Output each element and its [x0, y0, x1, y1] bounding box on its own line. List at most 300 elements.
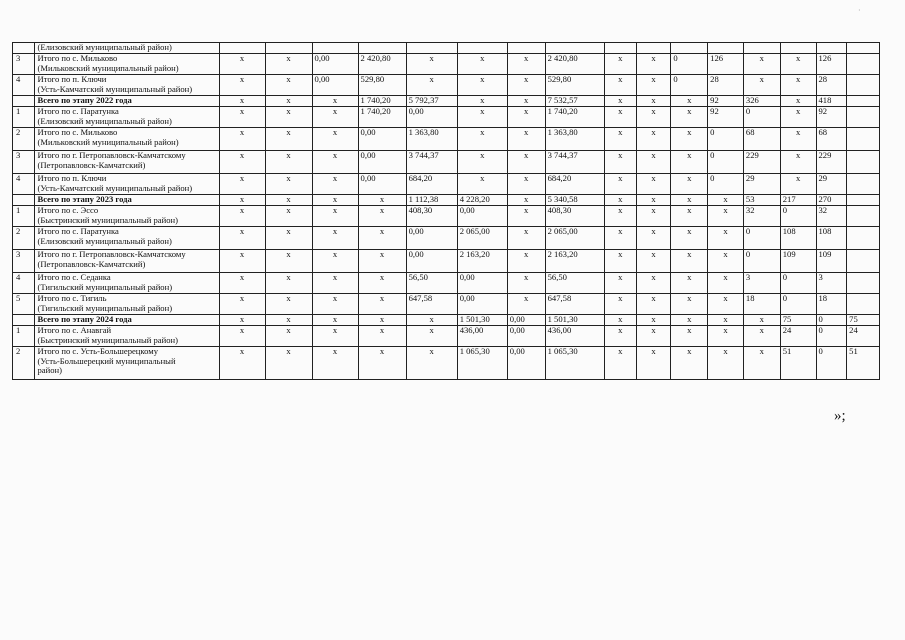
value-cell: х — [604, 326, 636, 347]
name-line: Итого по г. Петропавловск-Камчатскому — [37, 249, 186, 259]
value-cell: х — [507, 195, 545, 206]
value-cell: х — [636, 273, 671, 294]
value-cell: 51 — [780, 347, 816, 380]
value-cell: 0,00 — [312, 75, 358, 96]
value-cell: 0,00 — [457, 294, 507, 315]
value-cell: 0 — [671, 54, 708, 75]
table-row — [13, 174, 880, 195]
value-cell: х — [219, 128, 265, 151]
row-number — [13, 315, 35, 326]
value-cell: 2 065,00 — [545, 227, 604, 250]
value-cell: х — [457, 107, 507, 128]
value-cell: х — [636, 96, 671, 107]
value-cell: х — [636, 315, 671, 326]
name-line: Итого по с. Тигиль — [37, 293, 107, 303]
value-cell: 0 — [708, 174, 744, 195]
value-cell: х — [457, 174, 507, 195]
value-cell: х — [219, 347, 265, 380]
value-cell — [358, 43, 406, 54]
value-cell — [604, 43, 636, 54]
value-cell: 0 — [743, 107, 780, 128]
row-number: 4 — [13, 174, 35, 195]
value-cell: х — [265, 151, 312, 174]
value-cell: х — [780, 75, 816, 96]
value-cell: х — [406, 347, 457, 380]
value-cell: 29 — [816, 174, 847, 195]
value-cell: х — [358, 206, 406, 227]
table-row — [13, 227, 880, 250]
value-cell: х — [671, 326, 708, 347]
district-line: (Петропавловск-Камчатский) — [37, 159, 146, 170]
value-cell: х — [265, 174, 312, 195]
value-cell: х — [358, 315, 406, 326]
value-cell: 0,00 — [358, 151, 406, 174]
value-cell: 109 — [816, 250, 847, 273]
district-line: (Быстринский муниципальный район) — [37, 334, 178, 345]
value-cell: х — [265, 195, 312, 206]
value-cell: 0,00 — [457, 206, 507, 227]
table-row — [13, 347, 880, 380]
value-cell: 108 — [816, 227, 847, 250]
value-cell: 684,20 — [545, 174, 604, 195]
row-number: 1 — [13, 107, 35, 128]
table-row — [13, 151, 880, 174]
value-cell: х — [636, 75, 671, 96]
value-cell: 7 532,57 — [545, 96, 604, 107]
value-cell — [219, 43, 265, 54]
value-cell: 1 363,80 — [545, 128, 604, 151]
settlement-name — [35, 128, 219, 151]
value-cell: х — [636, 174, 671, 195]
value-cell: 108 — [780, 227, 816, 250]
row-number: 2 — [13, 347, 35, 380]
value-cell: х — [636, 227, 671, 250]
value-cell: х — [636, 54, 671, 75]
value-cell — [847, 128, 880, 151]
district-line: (Быстринский муниципальный район) — [37, 214, 178, 225]
district-line: (Елизовский муниципальный район) — [37, 235, 172, 246]
settlement-name — [35, 326, 219, 347]
value-cell — [847, 206, 880, 227]
value-cell: 3 — [816, 273, 847, 294]
value-cell: х — [312, 128, 358, 151]
value-cell: х — [312, 96, 358, 107]
settlement-name — [35, 227, 219, 250]
value-cell: х — [312, 294, 358, 315]
table-row — [13, 294, 880, 315]
district-line: (Мильковский муниципальный район) — [37, 136, 179, 147]
value-cell: 684,20 — [406, 174, 457, 195]
value-cell: 0 — [708, 151, 744, 174]
value-cell: х — [312, 347, 358, 380]
district-line: (Петропавловск-Камчатский) — [37, 258, 146, 269]
row-number: 5 — [13, 294, 35, 315]
value-cell: 647,58 — [545, 294, 604, 315]
value-cell: 1 501,30 — [457, 315, 507, 326]
value-cell: 2 163,20 — [457, 250, 507, 273]
table-total-row — [13, 195, 880, 206]
value-cell — [847, 151, 880, 174]
row-number: 3 — [13, 54, 35, 75]
value-cell: 75 — [847, 315, 880, 326]
name-line: Всего по этапу 2023 года — [37, 194, 132, 204]
table-row — [13, 206, 880, 227]
value-cell: 32 — [816, 206, 847, 227]
value-cell: х — [708, 347, 744, 380]
row-number: 1 — [13, 326, 35, 347]
value-cell: х — [671, 206, 708, 227]
value-cell: х — [312, 151, 358, 174]
value-cell: 270 — [816, 195, 847, 206]
settlement-name — [35, 43, 219, 54]
value-cell: х — [671, 174, 708, 195]
value-cell: х — [743, 315, 780, 326]
value-cell: х — [507, 75, 545, 96]
table-row — [13, 54, 880, 75]
value-cell: х — [507, 250, 545, 273]
name-line: Итого по п. Ключи — [37, 74, 107, 84]
value-cell: х — [671, 250, 708, 273]
name-line: Всего по этапу 2024 года — [37, 314, 132, 324]
table-row — [13, 250, 880, 273]
value-cell — [708, 43, 744, 54]
closing-quote-mark: »; — [834, 408, 846, 424]
value-cell: х — [604, 174, 636, 195]
settlement-name — [35, 107, 219, 128]
value-cell: х — [219, 96, 265, 107]
value-cell: х — [604, 206, 636, 227]
value-cell: х — [406, 75, 457, 96]
value-cell: х — [507, 174, 545, 195]
value-cell: 0 — [816, 326, 847, 347]
value-cell: х — [312, 107, 358, 128]
value-cell: х — [457, 151, 507, 174]
name-line: Итого по с. Мильково — [37, 53, 118, 63]
value-cell: х — [671, 128, 708, 151]
value-cell: х — [312, 273, 358, 294]
value-cell: 109 — [780, 250, 816, 273]
value-cell: х — [604, 128, 636, 151]
value-cell: х — [604, 107, 636, 128]
value-cell: х — [708, 315, 744, 326]
value-cell — [847, 54, 880, 75]
value-cell: 0,00 — [358, 128, 406, 151]
row-number: 2 — [13, 227, 35, 250]
value-cell: х — [219, 227, 265, 250]
row-number: 4 — [13, 273, 35, 294]
value-cell: х — [708, 227, 744, 250]
value-cell: х — [219, 174, 265, 195]
value-cell: 75 — [780, 315, 816, 326]
value-cell: х — [671, 227, 708, 250]
value-cell: 0,00 — [507, 315, 545, 326]
row-number: 3 — [13, 250, 35, 273]
value-cell: х — [780, 128, 816, 151]
value-cell: 1 112,38 — [406, 195, 457, 206]
district-line: (Тигильский муниципальный район) — [37, 302, 173, 313]
value-cell: х — [708, 326, 744, 347]
value-cell — [847, 195, 880, 206]
value-cell: х — [708, 273, 744, 294]
value-cell: х — [219, 151, 265, 174]
value-cell: х — [265, 294, 312, 315]
name-line: Всего по этапу 2022 года — [37, 95, 132, 105]
value-cell: х — [507, 273, 545, 294]
value-cell: х — [312, 315, 358, 326]
value-cell: х — [780, 54, 816, 75]
name-line: Итого по г. Петропавловск-Камчатскому — [37, 150, 186, 160]
value-cell: х — [636, 151, 671, 174]
value-cell — [847, 107, 880, 128]
value-cell: х — [636, 326, 671, 347]
value-cell: х — [604, 75, 636, 96]
value-cell: 24 — [780, 326, 816, 347]
value-cell: 0,00 — [406, 227, 457, 250]
value-cell: х — [358, 227, 406, 250]
value-cell: х — [708, 195, 744, 206]
value-cell — [265, 43, 312, 54]
value-cell: 3 744,37 — [406, 151, 457, 174]
value-cell: 32 — [743, 206, 780, 227]
name-line: Итого по с. Анавгай — [37, 325, 112, 335]
settlement-name — [35, 54, 219, 75]
value-cell: 229 — [816, 151, 847, 174]
settlement-name — [35, 75, 219, 96]
value-cell: х — [219, 195, 265, 206]
value-cell: х — [636, 206, 671, 227]
value-cell: 0 — [816, 315, 847, 326]
value-cell: х — [708, 250, 744, 273]
value-cell: 18 — [816, 294, 847, 315]
value-cell: х — [636, 294, 671, 315]
table-body — [13, 43, 880, 380]
value-cell: 418 — [816, 96, 847, 107]
value-cell: х — [358, 250, 406, 273]
row-number: 1 — [13, 206, 35, 227]
value-cell: 0 — [743, 250, 780, 273]
value-cell: 408,30 — [406, 206, 457, 227]
value-cell: 5 792,37 — [406, 96, 457, 107]
value-cell: 1 363,80 — [406, 128, 457, 151]
value-cell: х — [507, 96, 545, 107]
value-cell: х — [780, 107, 816, 128]
row-number: 3 — [13, 151, 35, 174]
value-cell: 3 — [743, 273, 780, 294]
value-cell: 0,00 — [457, 273, 507, 294]
district-line: (Усть-Камчатский муниципальный район) — [37, 83, 193, 94]
name-line: Итого по с. Паратунка — [37, 106, 119, 116]
value-cell: 436,00 — [545, 326, 604, 347]
value-cell: х — [604, 227, 636, 250]
table-row — [13, 128, 880, 151]
value-cell — [671, 43, 708, 54]
table-total-row — [13, 315, 880, 326]
value-cell: х — [636, 128, 671, 151]
value-cell: х — [406, 326, 457, 347]
value-cell: 647,58 — [406, 294, 457, 315]
value-cell: х — [636, 195, 671, 206]
value-cell: х — [219, 107, 265, 128]
value-cell: х — [507, 294, 545, 315]
value-cell: х — [708, 294, 744, 315]
value-cell: х — [636, 107, 671, 128]
settlement-name — [35, 195, 219, 206]
value-cell: х — [604, 347, 636, 380]
name-line: Итого по с. Паратунка — [37, 226, 119, 236]
value-cell: х — [312, 250, 358, 273]
name-line: Итого по с. Мильково — [37, 127, 118, 137]
value-cell — [507, 43, 545, 54]
value-cell: 28 — [816, 75, 847, 96]
value-cell: 0 — [671, 75, 708, 96]
value-cell: х — [743, 54, 780, 75]
value-cell: х — [265, 107, 312, 128]
value-cell: х — [604, 315, 636, 326]
value-cell — [816, 43, 847, 54]
value-cell: х — [265, 128, 312, 151]
value-cell: х — [671, 195, 708, 206]
value-cell — [847, 96, 880, 107]
value-cell: 2 065,00 — [457, 227, 507, 250]
value-cell: х — [507, 54, 545, 75]
name-line: Итого по п. Ключи — [37, 173, 107, 183]
district-line: (Усть-Камчатский муниципальный район) — [37, 182, 193, 193]
value-cell — [406, 43, 457, 54]
value-cell: х — [457, 96, 507, 107]
value-cell — [743, 43, 780, 54]
value-cell: 0,00 — [507, 347, 545, 380]
value-cell: х — [358, 195, 406, 206]
value-cell: х — [312, 195, 358, 206]
value-cell: х — [671, 347, 708, 380]
value-cell: 53 — [743, 195, 780, 206]
value-cell: х — [312, 227, 358, 250]
value-cell: х — [604, 250, 636, 273]
value-cell: 529,80 — [358, 75, 406, 96]
value-cell: 217 — [780, 195, 816, 206]
value-cell: 68 — [816, 128, 847, 151]
value-cell: х — [671, 315, 708, 326]
value-cell: 1 501,30 — [545, 315, 604, 326]
value-cell: х — [219, 315, 265, 326]
value-cell: х — [219, 54, 265, 75]
value-cell: х — [671, 151, 708, 174]
value-cell: 0 — [780, 206, 816, 227]
value-cell: 0 — [708, 128, 744, 151]
settlement-name — [35, 315, 219, 326]
value-cell: 436,00 — [457, 326, 507, 347]
settlement-name — [35, 273, 219, 294]
value-cell: х — [219, 75, 265, 96]
value-cell: х — [265, 347, 312, 380]
name-line: Итого по с. Эссо — [37, 205, 99, 215]
settlement-name — [35, 347, 219, 380]
value-cell: 51 — [847, 347, 880, 380]
value-cell: 1 065,30 — [545, 347, 604, 380]
row-number: 2 — [13, 128, 35, 151]
table-row — [13, 75, 880, 96]
name-line: (Елизовский муниципальный район) — [37, 42, 172, 52]
value-cell: 24 — [847, 326, 880, 347]
value-cell — [847, 294, 880, 315]
value-cell: 2 420,80 — [545, 54, 604, 75]
row-number — [13, 96, 35, 107]
value-cell: х — [671, 273, 708, 294]
row-number — [13, 195, 35, 206]
value-cell: х — [406, 54, 457, 75]
table-row — [13, 326, 880, 347]
value-cell: 68 — [743, 128, 780, 151]
value-cell: 1 740,20 — [358, 96, 406, 107]
value-cell: х — [780, 96, 816, 107]
value-cell: 56,50 — [406, 273, 457, 294]
value-cell — [847, 174, 880, 195]
value-cell: 0 — [743, 227, 780, 250]
value-cell: х — [671, 107, 708, 128]
value-cell: х — [265, 326, 312, 347]
value-cell: 18 — [743, 294, 780, 315]
value-cell: х — [358, 326, 406, 347]
value-cell: 326 — [743, 96, 780, 107]
value-cell: х — [507, 206, 545, 227]
value-cell: х — [265, 54, 312, 75]
value-cell: х — [358, 294, 406, 315]
value-cell — [545, 43, 604, 54]
district-line: (Елизовский муниципальный район) — [37, 115, 172, 126]
value-cell: 0,00 — [312, 54, 358, 75]
settlement-name — [35, 151, 219, 174]
value-cell: х — [457, 54, 507, 75]
value-cell: х — [312, 326, 358, 347]
scan-speck: · — [858, 6, 861, 15]
value-cell: 2 420,80 — [358, 54, 406, 75]
value-cell: х — [780, 151, 816, 174]
value-cell: 28 — [708, 75, 744, 96]
value-cell: х — [671, 294, 708, 315]
table-row — [13, 43, 880, 54]
value-cell: х — [604, 151, 636, 174]
value-cell — [847, 273, 880, 294]
value-cell: 408,30 — [545, 206, 604, 227]
value-cell: х — [406, 315, 457, 326]
value-cell: 3 744,37 — [545, 151, 604, 174]
value-cell: х — [265, 96, 312, 107]
district-line: (Усть-Большерецкий муниципальный — [37, 355, 176, 366]
value-cell — [847, 43, 880, 54]
value-cell: х — [457, 75, 507, 96]
value-cell: 4 228,20 — [457, 195, 507, 206]
district-line: (Мильковский муниципальный район) — [37, 62, 179, 73]
value-cell — [847, 250, 880, 273]
value-cell: х — [636, 347, 671, 380]
value-cell: х — [780, 174, 816, 195]
value-cell: 0 — [816, 347, 847, 380]
value-cell: 0,00 — [406, 107, 457, 128]
value-cell: х — [219, 273, 265, 294]
value-cell: х — [219, 326, 265, 347]
value-cell: 1 740,20 — [545, 107, 604, 128]
table-total-row — [13, 96, 880, 107]
value-cell: 1 740,20 — [358, 107, 406, 128]
value-cell: х — [604, 54, 636, 75]
value-cell: 229 — [743, 151, 780, 174]
value-cell — [847, 75, 880, 96]
value-cell: х — [312, 174, 358, 195]
value-cell: 0,00 — [507, 326, 545, 347]
settlement-name — [35, 294, 219, 315]
value-cell — [847, 227, 880, 250]
value-cell: х — [219, 206, 265, 227]
